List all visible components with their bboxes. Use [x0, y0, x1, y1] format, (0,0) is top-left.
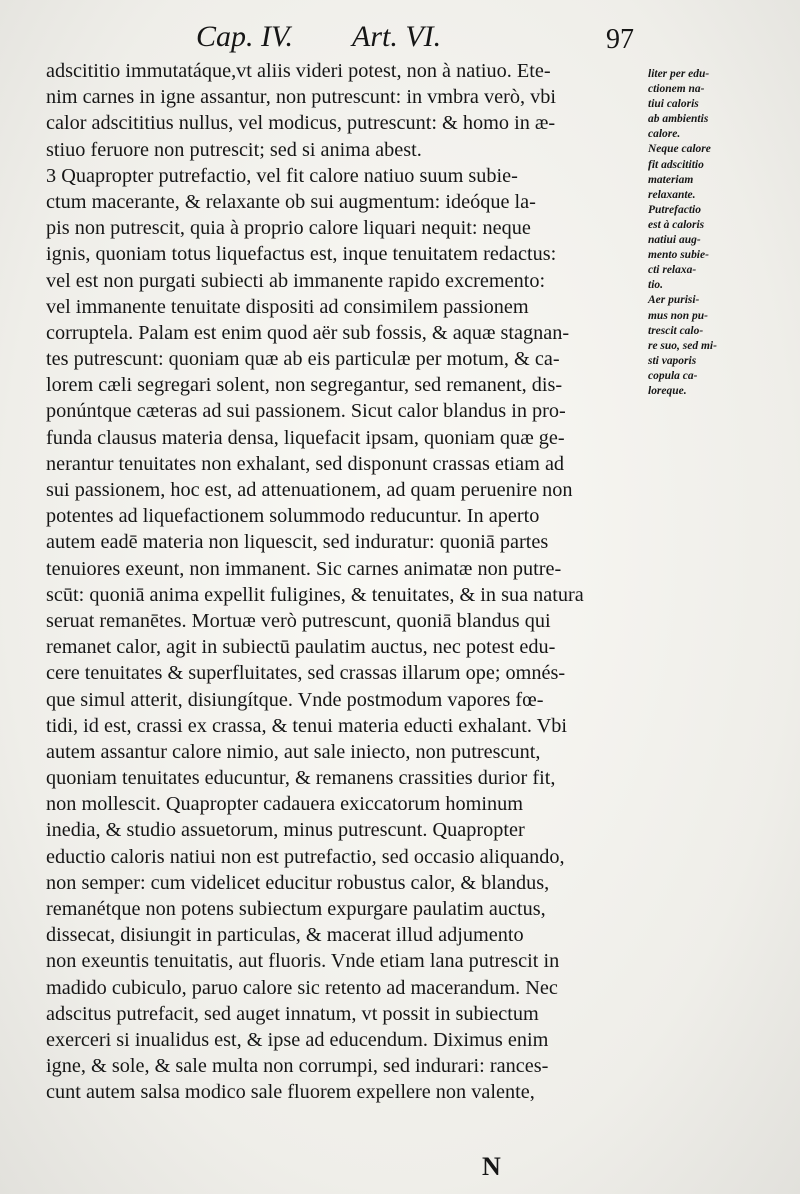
text-line: calor adscititius nullus, vel modicus, putrescunt: & homo in æ-	[46, 112, 556, 135]
margin-note-line: Neque calore	[648, 141, 711, 156]
text-line: tes putrescunt: quoniam quæ ab eis particulæ per motum, & ca-	[46, 348, 560, 371]
text-line: sui passionem, hoc est, ad attenuationem, ad quam peruenire non	[46, 479, 573, 501]
text-line: quoniam tenuitates educuntur, & remanens crassities durior fit,	[46, 767, 556, 790]
text-line: nim carnes in igne assantur, non putrescunt: in vmbra verò, vbi	[46, 86, 556, 109]
chapter-heading: Cap. IV.	[196, 20, 293, 53]
running-header	[0, 18, 800, 58]
text-line: cunt autem salsa modico sale fluorem expellere non valente,	[46, 1081, 535, 1104]
margin-note-line: liter per edu-	[648, 66, 710, 80]
text-line: dissecat, disiungit in particulas, & macerat illud adjumento	[46, 924, 524, 947]
text-line: scūt: quoniā anima expellit fuligines, & tenuitates, & in sua natura	[46, 583, 584, 606]
text-line: vel immanente tenuitate dispositi ad consimilem passionem	[46, 295, 529, 318]
text-line: stiuo feruore non putrescit; sed si anima abest.	[46, 138, 422, 161]
text-line: autem eadē materia non liquescit, sed induratur: quoniā partes	[46, 531, 549, 554]
margin-note-line: mento subie-	[648, 247, 709, 262]
text-line: 3 Quapropter putrefactio, vel fit calore natiuo suum subie-	[46, 164, 518, 187]
margin-note-line: calore.	[648, 126, 681, 141]
text-line: non semper: cum videlicet educitur robustus calor, & blandus,	[46, 871, 550, 894]
margin-note-line: ctionem na-	[648, 81, 705, 96]
margin-note-line: cti relaxa-	[648, 262, 697, 277]
marginal-notes	[648, 66, 798, 398]
text-line: inedia, & studio assuetorum, minus putrescunt. Quapropter	[46, 819, 525, 842]
text-line: ponúntque cæteras ad sui passionem. Sicut calor blandus in pro-	[46, 400, 566, 423]
text-line: vel est non purgati subiecti ab immanente rapido excremento:	[46, 269, 546, 292]
text-line: ignis, quoniam totus liquefactus est, inque tenuitatem redactus:	[46, 243, 557, 266]
margin-note-line: natiui aug-	[648, 232, 701, 247]
text-line: madido cubiculo, paruo calore sic retento ad macerandum. Nec	[46, 976, 558, 999]
signature-mark: N	[482, 1152, 501, 1181]
text-line: lorem cæli segregari solent, non segregantur, sed remanent, dis-	[46, 374, 563, 397]
margin-note-line: sti vaporis	[648, 352, 697, 367]
text-line: nerantur tenuitates non exhalant, sed disponunt crassas etiam ad	[46, 452, 565, 475]
text-line: igne, & sole, & sale multa non corrumpi, sed indurari: rances-	[46, 1055, 549, 1078]
page-number: 97	[606, 24, 634, 55]
margin-note-line: trescit calo-	[648, 322, 704, 337]
article-heading: Art. VI.	[352, 20, 442, 53]
margin-note-line: re suo, sed mi-	[648, 337, 717, 352]
margin-note-line: Putrefactio	[648, 201, 701, 216]
text-line: remanétque non potens subiectum expurgare paulatim auctus,	[46, 898, 546, 920]
text-line: adscititio immutatáque,vt aliis videri potest, non à natiuo. Ete-	[46, 60, 551, 82]
margin-note-line: relaxante.	[648, 186, 696, 201]
text-line: non exeuntis tenuitatis, aut fluoris. Vnde etiam lana putrescit in	[46, 950, 560, 973]
text-line: cere tenuitates & superfluitates, sed crassas illarum ope; omnés-	[46, 662, 566, 685]
text-line: pis non putrescit, quia à proprio calore liquari nequit: neque	[46, 217, 531, 240]
text-line: non mollescit. Quapropter cadauera exiccatorum hominum	[46, 793, 523, 816]
main-text-block	[46, 58, 650, 1106]
text-line: tenuiores exeunt, non immanent. Sic carnes animatæ non putre-	[46, 557, 562, 580]
margin-note-line: loreque.	[648, 382, 687, 397]
text-line: autem assantur calore nimio, aut sale iniecto, non putrescunt,	[46, 740, 541, 763]
margin-note-line: tio.	[648, 277, 663, 292]
margin-note-line: copula ca-	[648, 367, 698, 382]
margin-note-line: tiui caloris	[648, 96, 699, 111]
text-line: adscitus putrefacit, sed auget innatum, vt possit in subiectum	[46, 1002, 539, 1025]
margin-note-line: mus non pu-	[648, 307, 708, 322]
text-line: ctum macerante, & relaxante ob sui augmentum: ideóque la-	[46, 190, 536, 213]
text-line: remanet calor, agit in subiectū paulatim auctus, nec potest edu-	[46, 636, 556, 659]
text-line: que simul atterit, disiungítque. Vnde postmodum vapores fœ-	[46, 688, 544, 711]
margin-note-line: ab ambientis	[648, 111, 709, 126]
text-line: eductio caloris natiui non est putrefactio, sed occasio aliquando,	[46, 845, 565, 868]
text-line: exerceri si inualidus est, & ipse ad educendum. Diximus enim	[46, 1028, 549, 1051]
margin-note-line: materiam	[648, 171, 694, 186]
margin-note-line: est à caloris	[648, 216, 705, 231]
text-line: corruptela. Palam est enim quod aër sub fossis, & aquæ stagnan-	[46, 321, 570, 344]
text-line: seruat remanētes. Mortuæ verò putrescunt, quoniā blandus qui	[46, 609, 551, 632]
margin-note-line: fit adscititio	[648, 156, 704, 171]
text-line: funda clausus materia densa, liquefacit ipsam, quoniam quæ ge-	[46, 426, 565, 449]
text-line: potentes ad liquefactionem solummodo reducuntur. In aperto	[46, 505, 540, 528]
margin-note-line: Aer purisi-	[648, 292, 700, 307]
text-line: tidi, id est, crassi ex crassa, & tenui materia educti exhalant. Vbi	[46, 714, 568, 737]
